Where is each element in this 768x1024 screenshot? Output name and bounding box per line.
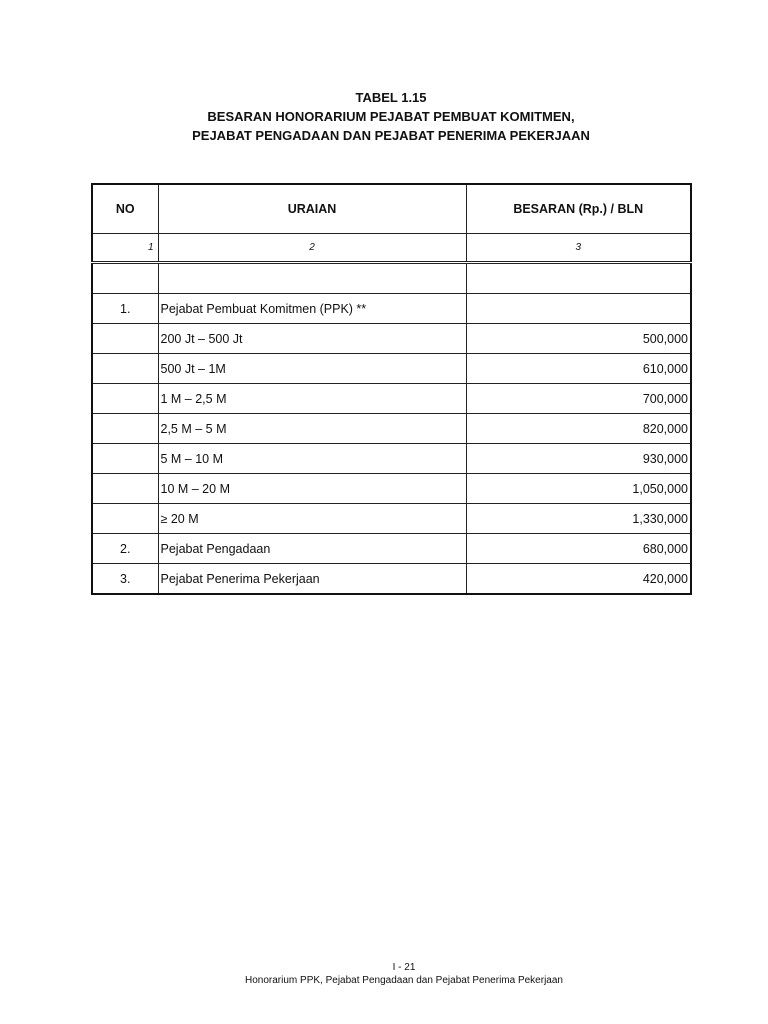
cell-uraian: Pejabat Pengadaan <box>158 534 466 564</box>
cell-besaran <box>466 294 691 324</box>
cell-no <box>92 444 158 474</box>
page-footer <box>0 961 768 987</box>
cell-uraian: ≥ 20 M <box>158 504 466 534</box>
column-number-2: 2 <box>158 234 466 263</box>
table-title-block <box>0 88 768 145</box>
cell-besaran: 700,000 <box>466 384 691 414</box>
cell-no: 1. <box>92 294 158 324</box>
cell-uraian: 200 Jt – 500 Jt <box>158 324 466 354</box>
cell-uraian: 1 M – 2,5 M <box>158 384 466 414</box>
cell-no <box>92 263 158 294</box>
cell-besaran: 930,000 <box>466 444 691 474</box>
cell-uraian: 2,5 M – 5 M <box>158 414 466 444</box>
header-no: NO <box>92 184 158 234</box>
table-row <box>92 384 691 414</box>
cell-besaran: 1,330,000 <box>466 504 691 534</box>
table-row <box>92 414 691 444</box>
footer-caption: Honorarium PPK, Pejabat Pengadaan dan Pejabat Penerima Pekerjaan <box>245 975 563 986</box>
cell-besaran: 680,000 <box>466 534 691 564</box>
table-row <box>92 504 691 534</box>
cell-uraian: 500 Jt – 1M <box>158 354 466 384</box>
table-row <box>92 263 691 294</box>
cell-no: 2. <box>92 534 158 564</box>
cell-no <box>92 354 158 384</box>
cell-besaran: 420,000 <box>466 564 691 595</box>
column-number-3: 3 <box>466 234 691 263</box>
table-row <box>92 564 691 595</box>
table-row <box>92 534 691 564</box>
page-number: I - 21 <box>392 962 416 973</box>
cell-no: 3. <box>92 564 158 595</box>
header-row <box>92 184 691 234</box>
cell-no <box>92 324 158 354</box>
table-row <box>92 324 691 354</box>
cell-besaran <box>466 263 691 294</box>
cell-besaran: 820,000 <box>466 414 691 444</box>
cell-no <box>92 474 158 504</box>
table-row <box>92 444 691 474</box>
table-row <box>92 354 691 384</box>
cell-uraian <box>158 263 466 294</box>
honorarium-table <box>91 183 692 595</box>
table-row <box>92 294 691 324</box>
table-row <box>92 474 691 504</box>
cell-uraian: 10 M – 20 M <box>158 474 466 504</box>
table-number: TABEL 1.15 <box>355 90 427 105</box>
cell-besaran: 1,050,000 <box>466 474 691 504</box>
column-number-1: 1 <box>92 234 158 263</box>
cell-besaran: 610,000 <box>466 354 691 384</box>
cell-no <box>92 414 158 444</box>
table-title-line-2: PEJABAT PENGADAAN DAN PEJABAT PENERIMA PEKERJAAN <box>192 128 590 143</box>
cell-no <box>92 384 158 414</box>
table-title-line-1: BESARAN HONORARIUM PEJABAT PEMBUAT KOMITMEN, <box>207 109 575 124</box>
header-uraian: URAIAN <box>158 184 466 234</box>
cell-uraian: 5 M – 10 M <box>158 444 466 474</box>
cell-besaran: 500,000 <box>466 324 691 354</box>
cell-uraian: Pejabat Pembuat Komitmen (PPK) ** <box>158 294 466 324</box>
cell-no <box>92 504 158 534</box>
cell-uraian: Pejabat Penerima Pekerjaan <box>158 564 466 595</box>
column-number-row <box>92 234 691 263</box>
header-besaran: BESARAN (Rp.) / BLN <box>466 184 691 234</box>
